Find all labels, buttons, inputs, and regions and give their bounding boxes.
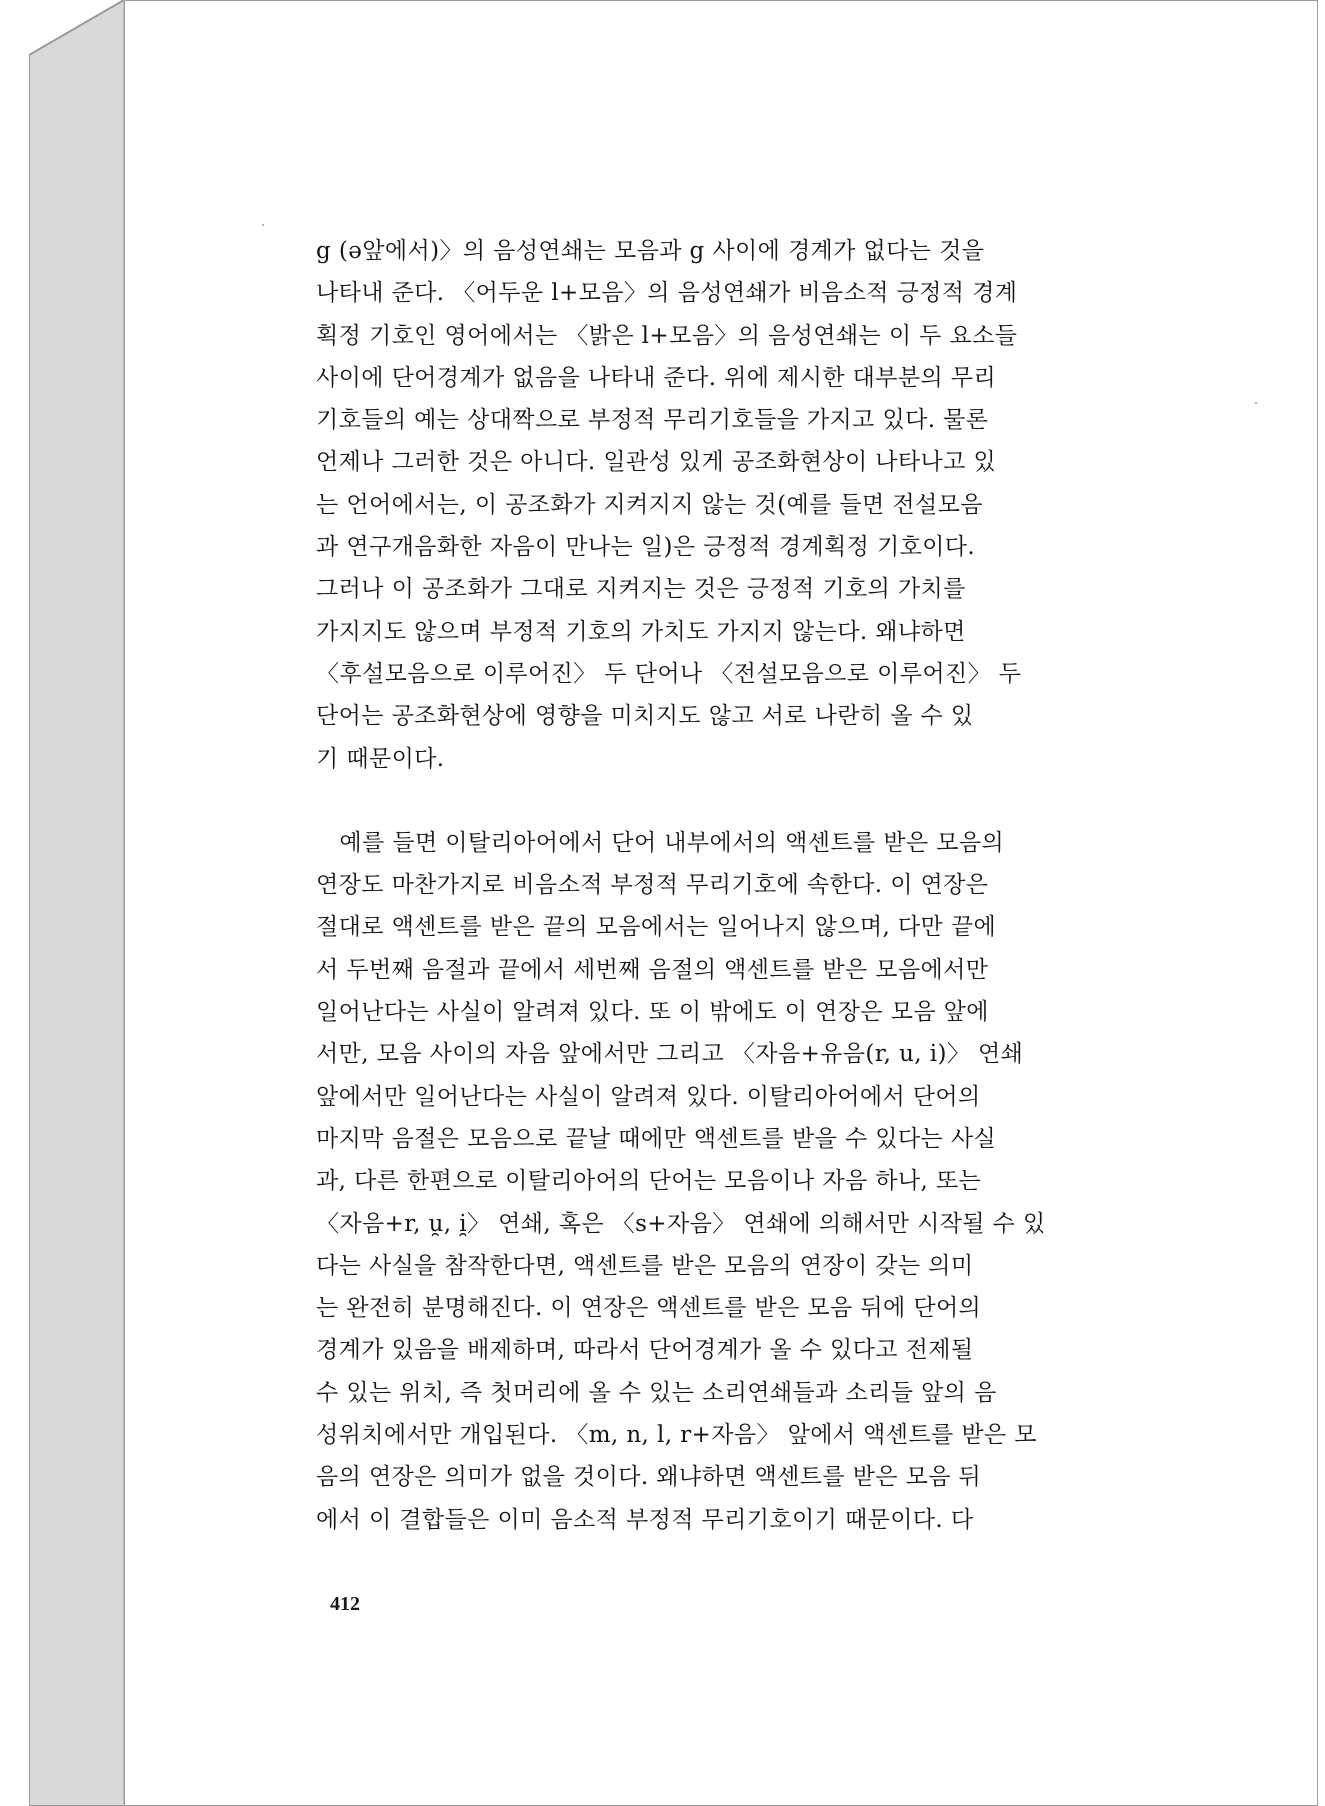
scan-speck: [262, 224, 264, 226]
page-number: 412: [330, 1593, 360, 1615]
paragraph-italian-vowel-lengthening: 예를 들면 이탈리아어에서 단어 내부에서의 액센트를 받은 모음의 연장도 마찬가지로 비음소적 부정적 무리기호에 속한다. 이 연장은 절대로 액센트를 받은 끝의 모음에서는 일어나지 않으며, 다만 끝에 서 두번째 음절과 끝에서 세번째 음절의 액센트를 받은 모음에서만 일어난다는 사실이 알려져 있다. 또 이 밖에도 이 연장은 모음 앞에 서만, 모음 사이의 자음 앞에서만 그리고 〈자음+유음(r, u, i)〉 연쇄 앞에서만 일어난다는 사실이 알려져 있다. 이탈리아어에서 단어의 마지막 음절은 모음으로 끝날 때에만 액센트를 받을 수 있다는 사실 과, 다른 한편으로 이탈리아어의 단어는 모음이나 자음 하나, 또는 〈자음+r, u̯, i̯〉 연쇄, 혹은 〈s+자음〉 연쇄에 의해서만 시작될 수 있 다는 사실을 참작한다면, 액센트를 받은 모음의 연장이 갖는 의미 는 완전히 분명해진다. 이 연장은 액센트를 받은 모음 뒤에 단어의 경계가 있음을 배제하며, 따라서 단어경계가 올 수 있다고 전제될 수 있는 위치, 즉 첫머리에 올 수 있는 소리연쇄들과 소리들 앞의 음 성위치에서만 개입된다. 〈m, n, l, r+자음〉 앞에서 액센트를 받은 모 음의 연장은 의미가 없을 것이다. 왜냐하면 액센트를 받은 모음 뒤 에서 이 결합들은 이미 음소적 부정적 무리기호이기 때문이다. 다: [316, 829, 1046, 1533]
body-text: [316, 230, 1152, 1541]
scan-speck: [1255, 402, 1257, 404]
paragraph-continuation: g (ə앞에서)〉의 음성연쇄는 모음과 g 사이에 경계가 없다는 것을 나타내 준다. 〈어두운 l+모음〉의 음성연쇄가 비음소적 긍정적 경계 획정 기호인 영어에서는 〈밝은 l+모음〉의 음성연쇄는 이 두 요소들 사이에 단어경계가 없음을 나타내 준다. 위에 제시한 대부분의 무리 기호들의 예는 상대짝으로 부정적 무리기호들을 가지고 있다. 물론 언제나 그러한 것은 아니다. 일관성 있게 공조화현상이 나타나고 있 는 언어에서는, 이 공조화가 지켜지지 않는 것(예를 들면 전설모음 과 연구개음화한 자음이 만나는 일)은 긍정적 경계획정 기호이다. 그러나 이 공조화가 그대로 지켜지는 것은 긍정적 기호의 가치를 가지지도 않으며 부정적 기호의 가치도 가지지 않는다. 왜냐하면 〈후설모음으로 이루어진〉 두 단어나 〈전설모음으로 이루어진〉 두 단어는 공조화현상에 영향을 미치지도 않고 서로 나란히 올 수 있 기 때문이다.: [316, 238, 1022, 772]
